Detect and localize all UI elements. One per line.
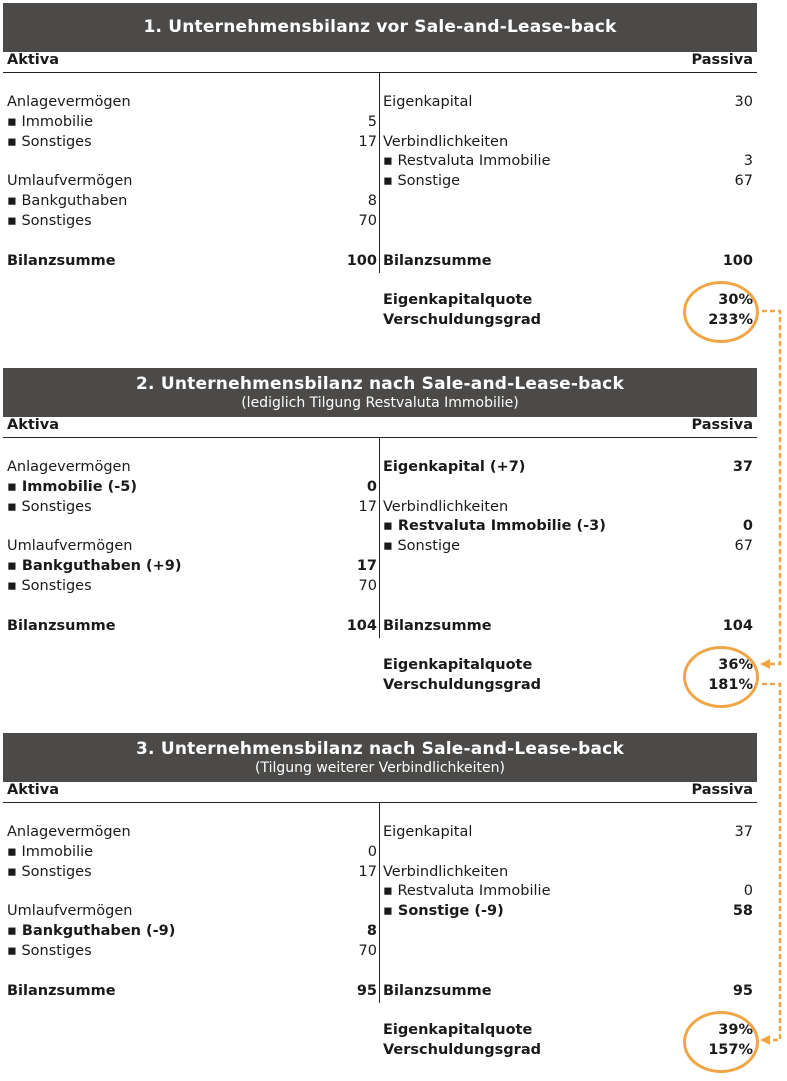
ratio-highlight-circle [683, 281, 759, 343]
sonstige-label: ▪ Sonstige [383, 173, 461, 189]
aktiva-header: Aktiva [7, 782, 60, 798]
bankguthaben-value: 8 [366, 923, 377, 939]
umlauf-sonstiges-value: 70 [358, 213, 377, 229]
bullet-icon: ▪ [7, 558, 17, 574]
bullet-icon: ▪ [7, 499, 17, 515]
umlauf-sonstiges-value: 70 [358, 578, 377, 594]
aktiva-bilanzsumme-label: Bilanzsumme [7, 253, 116, 269]
umlauf-sonstiges-value: 70 [358, 943, 377, 959]
balance-sheet-section-1 [3, 3, 757, 328]
eigenkapitalquote-label: Eigenkapitalquote [383, 292, 533, 308]
immobilie-label: ▪ Immobilie (-5) [7, 479, 137, 495]
passiva-header: Passiva [691, 782, 753, 798]
bullet-icon: ▪ [7, 114, 17, 130]
bullet-icon: ▪ [383, 173, 393, 189]
bullet-icon: ▪ [7, 213, 17, 229]
column-header-row [3, 782, 757, 803]
anlage-sonstiges-label: ▪ Sonstiges [7, 499, 92, 515]
eigenkapitalquote-value: 36% [718, 657, 753, 673]
column-divider [379, 438, 380, 638]
bankguthaben-label: ▪ Bankguthaben (+9) [7, 558, 182, 574]
bullet-icon: ▪ [7, 923, 17, 939]
bullet-icon: ▪ [383, 903, 393, 919]
bullet-icon: ▪ [7, 134, 17, 150]
section-subtitle: (lediglich Tilgung Restvaluta Immobilie) [241, 394, 519, 411]
passiva-bilanzsumme-value: 95 [732, 983, 753, 999]
restvaluta-value: 0 [742, 518, 753, 534]
sonstige-label: ▪ Sonstige (-9) [383, 903, 504, 919]
section-subtitle: (Tilgung weiterer Verbindlichkeiten) [255, 759, 505, 776]
umlaufvermoegen-label: Umlaufvermögen [7, 903, 133, 919]
sonstige-value: 67 [734, 538, 753, 554]
sonstige-value: 67 [734, 173, 753, 189]
verschuldungsgrad-label: Verschuldungsgrad [383, 677, 541, 693]
eigenkapitalquote-value: 39% [718, 1022, 753, 1038]
bullet-icon: ▪ [7, 844, 17, 860]
eigenkapital-value: 37 [734, 824, 753, 840]
column-divider [379, 73, 380, 273]
bullet-icon: ▪ [383, 153, 393, 169]
verbindlichkeiten-label: Verbindlichkeiten [383, 499, 509, 515]
sonstige-value: 58 [732, 903, 753, 919]
umlauf-sonstiges-label: ▪ Sonstiges [7, 578, 92, 594]
passiva-bilanzsumme-value: 100 [722, 253, 753, 269]
section-title: 1. Unternehmensbilanz vor Sale-and-Lease-back [143, 17, 617, 37]
bullet-icon: ▪ [383, 538, 393, 554]
anlage-sonstiges-label: ▪ Sonstiges [7, 864, 92, 880]
verschuldungsgrad-value: 157% [708, 1042, 753, 1058]
anlagevermoegen-label: Anlagevermögen [7, 824, 131, 840]
column-header-row [3, 52, 757, 73]
eigenkapital-label: Eigenkapital (+7) [383, 459, 526, 475]
aktiva-header: Aktiva [7, 52, 60, 68]
section-header [3, 3, 757, 52]
aktiva-bilanzsumme-label: Bilanzsumme [7, 618, 116, 634]
restvaluta-label: ▪ Restvaluta Immobilie [383, 883, 551, 899]
passiva-header: Passiva [691, 417, 753, 433]
immobilie-value: 0 [367, 844, 377, 860]
passiva-bilanzsumme-value: 104 [722, 618, 753, 634]
connector-arrow-1-to-2 [762, 311, 780, 664]
section-title: 3. Unternehmensbilanz nach Sale-and-Lease-back [136, 738, 624, 759]
immobilie-label: ▪ Immobilie [7, 844, 94, 860]
aktiva-header: Aktiva [7, 417, 60, 433]
aktiva-bilanzsumme-value: 104 [346, 618, 377, 634]
anlage-sonstiges-value: 17 [358, 134, 377, 150]
restvaluta-label: ▪ Restvaluta Immobilie (-3) [383, 518, 606, 534]
bankguthaben-value: 8 [367, 193, 377, 209]
bullet-icon: ▪ [7, 864, 17, 880]
column-header-row [3, 417, 757, 438]
eigenkapital-value: 37 [732, 459, 753, 475]
aktiva-bilanzsumme-value: 95 [356, 983, 377, 999]
bankguthaben-label: ▪ Bankguthaben [7, 193, 128, 209]
passiva-bilanzsumme-label: Bilanzsumme [383, 983, 492, 999]
umlauf-sonstiges-label: ▪ Sonstiges [7, 943, 92, 959]
bullet-icon: ▪ [383, 883, 393, 899]
verschuldungsgrad-value: 181% [708, 677, 753, 693]
balance-sheet-section-3 [3, 733, 757, 1058]
eigenkapital-value: 30 [734, 94, 753, 110]
section-header [3, 733, 757, 782]
umlaufvermoegen-label: Umlaufvermögen [7, 538, 133, 554]
section-title: 2. Unternehmensbilanz nach Sale-and-Lease-back [136, 373, 624, 394]
aktiva-bilanzsumme-value: 100 [346, 253, 377, 269]
column-divider [379, 803, 380, 1003]
anlage-sonstiges-label: ▪ Sonstiges [7, 134, 92, 150]
eigenkapital-label: Eigenkapital [383, 824, 473, 840]
passiva-header: Passiva [691, 52, 753, 68]
bullet-icon: ▪ [7, 193, 17, 209]
section-header [3, 368, 757, 417]
restvaluta-label: ▪ Restvaluta Immobilie [383, 153, 551, 169]
passiva-bilanzsumme-label: Bilanzsumme [383, 253, 492, 269]
ratio-highlight-circle [683, 1011, 759, 1073]
immobilie-value: 5 [367, 114, 377, 130]
eigenkapital-label: Eigenkapital [383, 94, 473, 110]
ratio-highlight-circle [683, 646, 759, 708]
bankguthaben-label: ▪ Bankguthaben (-9) [7, 923, 176, 939]
eigenkapitalquote-label: Eigenkapitalquote [383, 657, 533, 673]
verschuldungsgrad-label: Verschuldungsgrad [383, 1042, 541, 1058]
restvaluta-value: 3 [743, 153, 753, 169]
eigenkapitalquote-label: Eigenkapitalquote [383, 1022, 533, 1038]
bullet-icon: ▪ [7, 943, 17, 959]
bullet-icon: ▪ [7, 578, 17, 594]
verschuldungsgrad-value: 233% [708, 312, 753, 328]
immobilie-label: ▪ Immobilie [7, 114, 94, 130]
arrowhead-icon [760, 659, 770, 669]
anlage-sonstiges-value: 17 [358, 864, 377, 880]
verbindlichkeiten-label: Verbindlichkeiten [383, 864, 509, 880]
balance-sheet-section-2 [3, 368, 757, 693]
arrowhead-icon [760, 1035, 770, 1045]
umlauf-sonstiges-label: ▪ Sonstiges [7, 213, 92, 229]
immobilie-value: 0 [366, 479, 377, 495]
anlage-sonstiges-value: 17 [358, 499, 377, 515]
restvaluta-value: 0 [743, 883, 753, 899]
bullet-icon: ▪ [383, 518, 393, 534]
connector-arrow-2-to-3 [762, 684, 780, 1040]
anlagevermoegen-label: Anlagevermögen [7, 459, 131, 475]
aktiva-bilanzsumme-label: Bilanzsumme [7, 983, 116, 999]
bankguthaben-value: 17 [356, 558, 377, 574]
verbindlichkeiten-label: Verbindlichkeiten [383, 134, 509, 150]
bullet-icon: ▪ [7, 479, 17, 495]
umlaufvermoegen-label: Umlaufvermögen [7, 173, 133, 189]
sonstige-label: ▪ Sonstige [383, 538, 461, 554]
anlagevermoegen-label: Anlagevermögen [7, 94, 131, 110]
passiva-bilanzsumme-label: Bilanzsumme [383, 618, 492, 634]
eigenkapitalquote-value: 30% [718, 292, 753, 308]
verschuldungsgrad-label: Verschuldungsgrad [383, 312, 541, 328]
